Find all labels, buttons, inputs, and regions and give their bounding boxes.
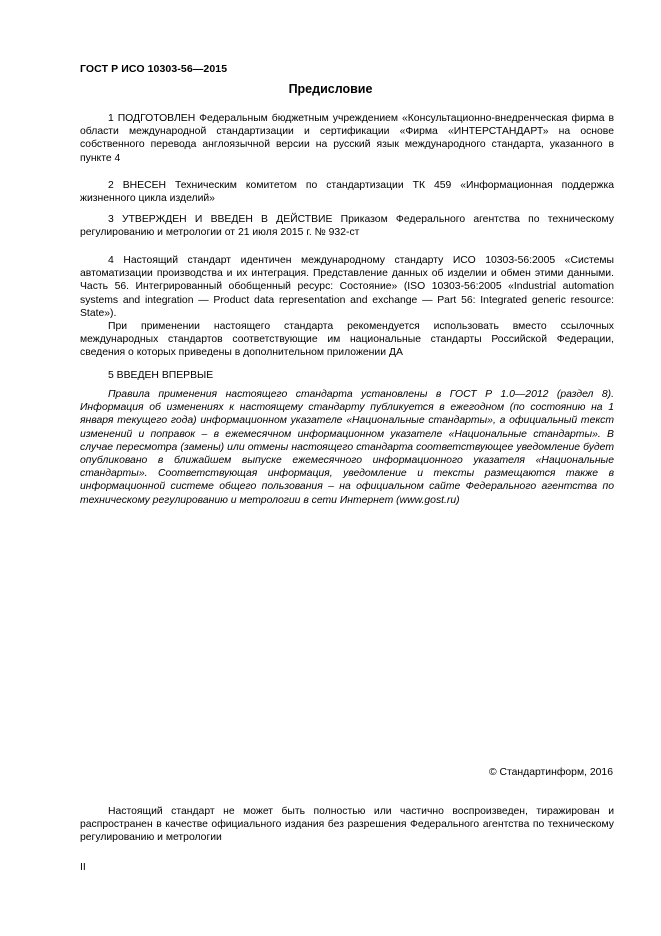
paragraph-identical: 4 Настоящий стандарт идентичен международному стандарту ИСО 10303-56:2005 «Системы автоматизации производства и их интеграция. Представление данных об изделии и обмен этими данными. Часть 56. Интегрированный обобщенный ресурс: Состояние» (ISO 10303-56:2005 «Industrial automation systems and integration — Product data representation and exchange — Part 56: Integrated generic resource: State»). bbox=[80, 255, 614, 319]
standard-id-header: ГОСТ Р ИСО 10303-56—2015 bbox=[80, 63, 228, 75]
reproduction-notice: Настоящий стандарт не может быть полностью или частично воспроизведен, тиражирован и распространен в качестве официального издания без разрешения Федерального агентства по техническому регулированию и метрологии bbox=[80, 806, 614, 844]
paragraph-rules: Правила применения настоящего стандарта установлены в ГОСТ Р 1.0—2012 (раздел 8). Информация об изменениях к настоящему стандарту публикуется в ежегодном (по состоянию на 1 января текущего года) информационном указателе «Национальные стандарты», а официальный текст изменений и поправок – в ежемесячном информационном указателе «Национальные стандарты». В случае пересмотра (замены) или отмены настоящего стандарта соответствующее уведомление будет опубликовано в ближайшем выпуске ежемесячного информационного указателя «Национальные стандарты». Соответствующая информация, уведомление и тексты размещаются также в информационной системе общего пользования – на официальном сайте Федерального агентства по техническому регулированию и метрологии в сети Интернет (www.gost.ru) bbox=[80, 389, 614, 506]
page-title: Предисловие bbox=[288, 82, 373, 96]
paragraph-prepared: 1 ПОДГОТОВЛЕН Федеральным бюджетным учреждением «Консультационно-внедренческая фирма в области международной стандартизации и сертификации «Фирма «ИНТЕРСТАНДАРТ» на основе собственного перевода англоязычной версии на русский язык международного стандарта, указанного в пункте 4 bbox=[80, 113, 614, 164]
copyright-line: © Стандартинформ, 2016 bbox=[488, 767, 613, 778]
paragraph-introduced: 2 ВНЕСЕН Техническим комитетом по стандартизации ТК 459 «Информационная поддержка жизненного цикла изделий» bbox=[80, 180, 614, 205]
page-number: II bbox=[80, 862, 86, 873]
paragraph-first-introduced: 5 ВВЕДЕН ВПЕРВЫЕ bbox=[108, 370, 214, 381]
paragraph-approved: 3 УТВЕРЖДЕН И ВВЕДЕН В ДЕЙСТВИЕ Приказом Федерального агентства по техническому регулированию и метрологии от 21 июля 2015 г. № 932-ст bbox=[80, 214, 614, 239]
paragraph-application: При применении настоящего стандарта рекомендуется использовать вместо ссылочных международных стандартов соответствующие им национальные стандарты Российской Федерации, сведения о которых приведены в дополнительном приложении ДА bbox=[80, 321, 614, 359]
